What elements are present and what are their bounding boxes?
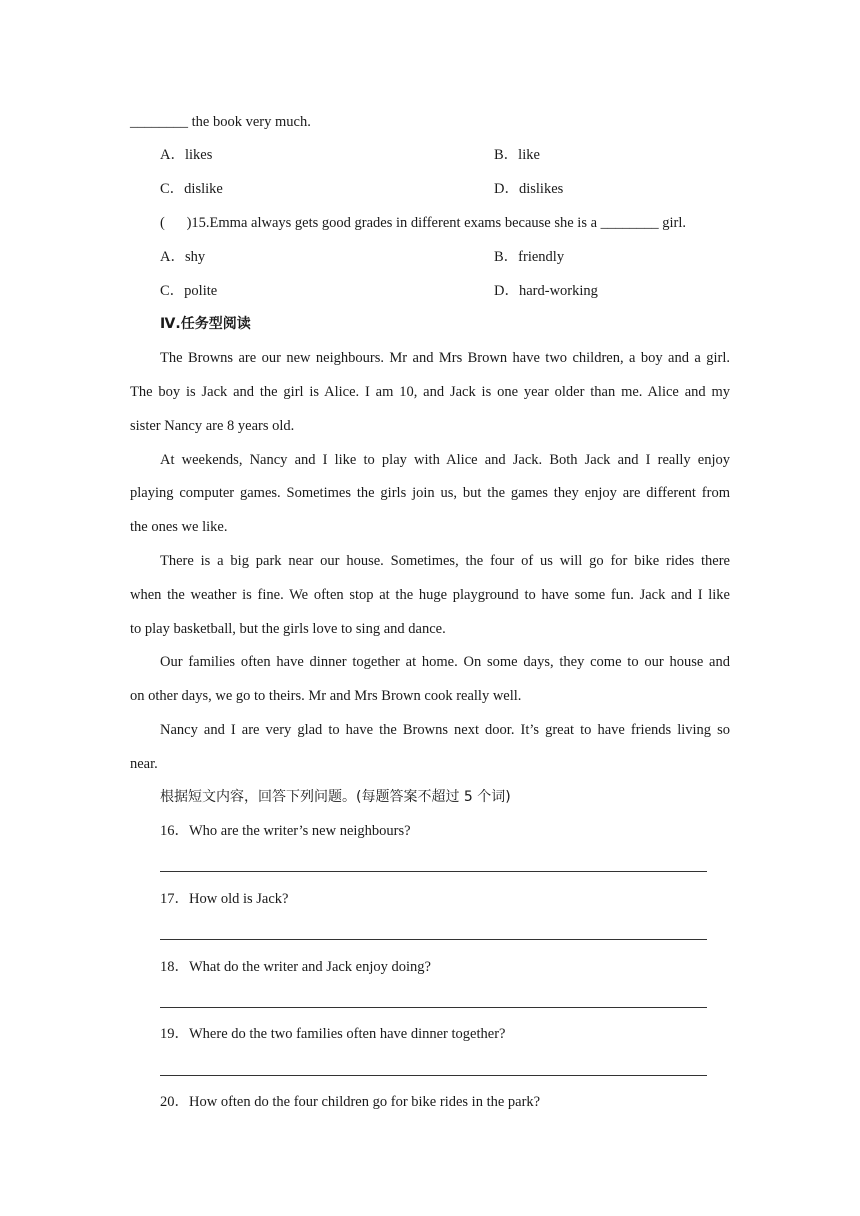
- q15-option-c: C．polite: [160, 283, 218, 299]
- instructions: 根据短文内容，回答下列问题。(每题答案不超过 5 个词): [160, 789, 511, 805]
- q14-option-a: A．likes: [160, 147, 213, 163]
- passage-p4-line1: Our families often have dinner together at home. On some days, they come to our house and: [160, 654, 730, 670]
- passage-p1-line3: sister Nancy are 8 years old.: [130, 418, 295, 434]
- q14-option-c: C．dislike: [160, 181, 223, 197]
- q15-stem: ( )15.Emma always gets good grades in different exams because she is a ________ girl.: [160, 215, 687, 231]
- passage-p3-line1: There is a big park near our house. Sometimes, the four of us will go for bike rides there: [160, 553, 730, 569]
- passage-p2-line2: playing computer games. Sometimes the girls join us, but the games they enjoy are different from: [130, 485, 730, 501]
- passage-p4-line2: on other days, we go to theirs. Mr and Mrs Brown cook really well.: [130, 688, 522, 704]
- passage-p3-line3: to play basketball, but the girls love to sing and dance.: [130, 621, 446, 637]
- passage-p5-line1: Nancy and I are very glad to have the Browns next door. It’s great to have friends living so: [160, 722, 730, 738]
- section-heading: Ⅳ.任务型阅读: [160, 316, 251, 332]
- question-18: 18．What do the writer and Jack enjoy doing?: [160, 959, 431, 975]
- answer-line-19[interactable]: [160, 1075, 707, 1076]
- passage-p5-line2: near.: [130, 756, 158, 772]
- answer-line-17[interactable]: [160, 939, 707, 940]
- question-17: 17．How old is Jack?: [160, 891, 289, 907]
- q14-option-d: D．dislikes: [494, 181, 564, 197]
- q15-option-b: B．friendly: [494, 249, 565, 265]
- passage-p1-line2: The boy is Jack and the girl is Alice. I am 10, and Jack is one year older than me. Alice and my: [130, 384, 730, 400]
- question-19: 19．Where do the two families often have dinner together?: [160, 1026, 506, 1042]
- q15-option-d: D．hard-working: [494, 283, 598, 299]
- answer-line-18[interactable]: [160, 1007, 707, 1008]
- passage-p2-line3: the ones we like.: [130, 519, 228, 535]
- q14-stem-end: ________ the book very much.: [130, 114, 311, 130]
- question-16: 16．Who are the writer’s new neighbours?: [160, 823, 411, 839]
- question-20: 20．How often do the four children go for bike rides in the park?: [160, 1094, 541, 1110]
- q15-option-a: A．shy: [160, 249, 206, 265]
- passage-p1-line1: The Browns are our new neighbours. Mr and Mrs Brown have two children, a boy and a girl.: [160, 350, 730, 366]
- passage-p3-line2: when the weather is fine. We often stop at the huge playground to have some fun. Jack and I like: [130, 587, 730, 603]
- answer-line-16[interactable]: [160, 871, 707, 872]
- q14-option-b: B．like: [494, 147, 540, 163]
- passage-p2-line1: At weekends, Nancy and I like to play with Alice and Jack. Both Jack and I really enjoy: [160, 452, 730, 468]
